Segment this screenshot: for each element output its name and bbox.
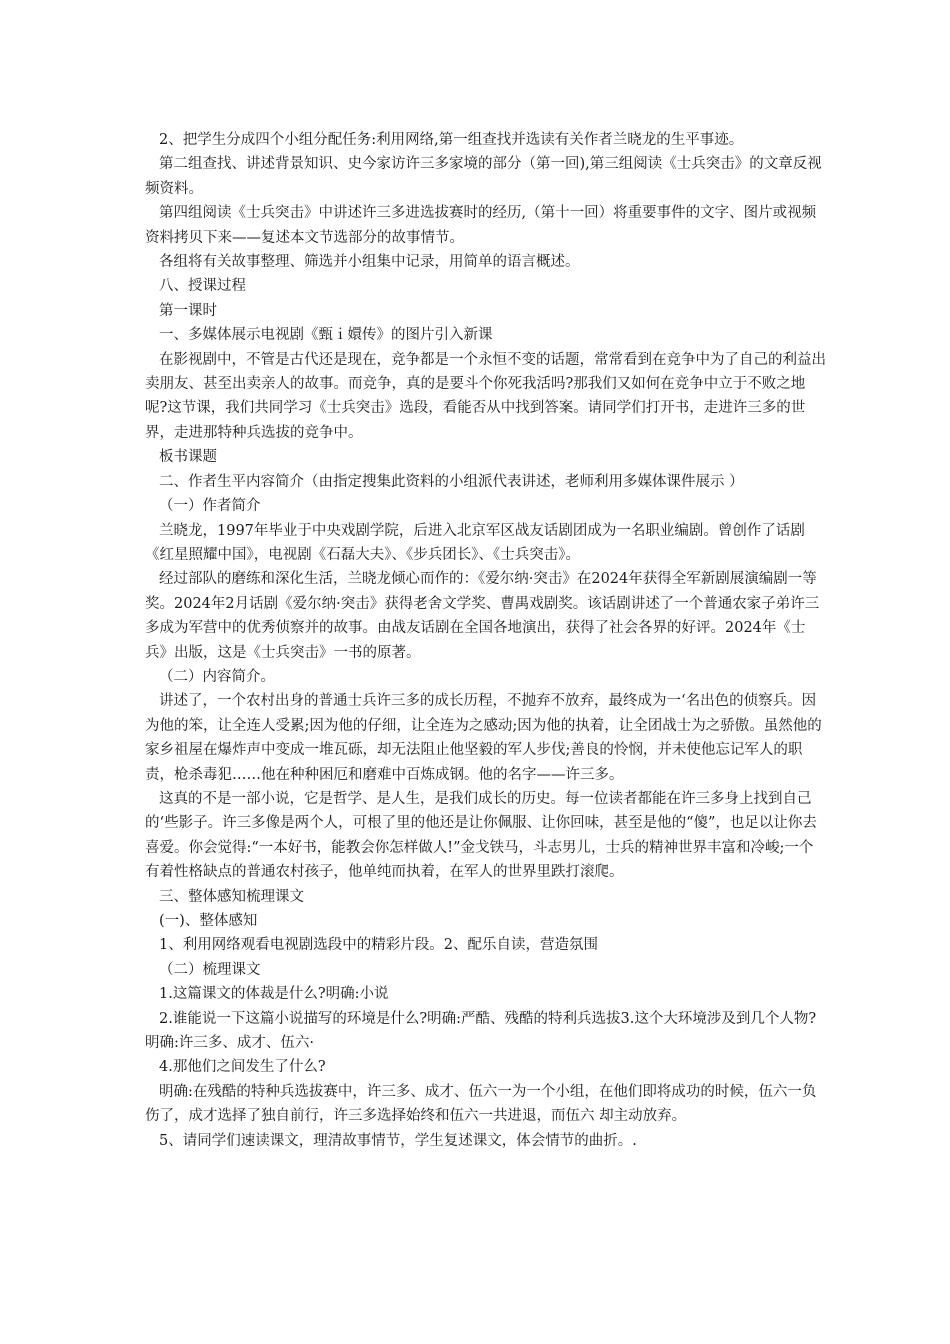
paragraph-activities: 1、利用网络观看电视剧选段中的精彩片段。2、配乐自读，营造氛围: [159, 937, 598, 954]
paragraph-group-two: 第二组查找、讲述背景知识、史今家访许三多家境的部分（第一回),第三组阅读《士兵突击》的文章反视频资料。: [145, 156, 822, 197]
paragraph-task-reading: 5、请同学们速读课文，理清故事情节，学生复述课文，体会情节的曲折。.: [159, 1132, 637, 1149]
paragraph-content: 讲述了，一个农村出身的普通士兵许三多的成长历程，不抛弃不放弃，最终成为一‘名出色的侦察兵。因为他的笨，让全连人受累;因为他的仔细，让全连为之感动;因为他的执着，让全团战士为之骄傲。虽然他的家乡祖屋在爆炸声中变成一堆瓦砾，却无法阻止他坚毅的军人步伐;善良的怜悯，并未使他忘记军人的职责，枪杀毒犯……他在种种困厄和磨难中百炼成钢。他的名字——许三多。: [145, 693, 822, 783]
subheading-content-intro: （二）内容简介。: [159, 668, 275, 685]
section-heading-author-bio: 二、作者生平内容简介（由指定搜集此资料的小组派代表讲述，老师利用多媒体课件展示 ）: [159, 473, 744, 490]
paragraph-competition: 在影视剧中，不管是古代还是现在，竞争都是一个永恒不变的话题，常常看到在竞争中为了自己的利益出卖朋友、甚至出卖亲人的故事。而竞争，真的是要斗个你死我活吗?那我们又如何在竞争中立于不败之地呢?这节课，我们共同学习《士兵突击》选段，看能否从中找到答案。请同学们打开书，走进许三多的世界，走进那特种兵选拔的竞争中。: [145, 351, 826, 441]
section-heading-first-lesson: 第一课时: [159, 302, 217, 319]
paragraph-question-environment: 2.谁能说一下这篇小说描写的环境是什么?明确:严酷、残酷的特利兵选拔3.这个大环境涉及到几个人物?明确:许三多、成才、伍六·: [145, 1010, 817, 1052]
document-page: [145, 128, 827, 1153]
paragraph-group-summary: 各组将有关故事整理、筛选并小组集中记录，用简单的语言概述。: [159, 254, 580, 271]
paragraph-question-genre: 1.这篇课文的体裁是什么?明确:小说: [159, 986, 389, 1003]
subheading-sort-text: （二）梳理课文: [159, 961, 261, 978]
paragraph-task-assignment: 2、把学生分成四个小组分配任务:利用网络,第一组查找并选读有关作者兰晓龙的生平事迹。: [159, 132, 744, 148]
paragraph-reflection: 这真的不是一部小说，它是哲学、是人生，是我们成长的历史。每一位读者都能在许三多身上找到自己的‘些影子。许三多像是两个人，可根了里的他还是让你佩服、让你回味，甚至是他的“傻”，也足以让你去喜爱。你会觉得:“一本好书，能教会你怎样做人!”金戈铁马，斗志男儿，士兵的精神世界丰富和冷峻;一个有着性格缺点的普通农村孩子，他单纯而执着，在军人的世界里跌打滚爬。: [145, 790, 817, 881]
section-heading-overall: 三、整体感知梳理课文: [159, 888, 304, 905]
section-heading-intro: 一、多媒体展示电视剧《甄ｉ嬛传》的图片引入新课: [159, 327, 493, 344]
paragraph-group-four: 第四组阅读《士兵突击》中讲述许三多进选拔赛时的经历,（第十一回）将重要事件的文字、图片或视频资料拷贝下来——复述本文节选部分的故事情节。: [145, 205, 817, 246]
subheading-author-intro: （一）作者简介: [159, 498, 261, 515]
paragraph-awards: 经过部队的磨练和深化生活，兰晓龙倾心而作的：《爱尔纳·突击》在2024年获得全军新剧展演编剧一等奖。2024年2月话剧《爱尔纳·突击》获得老舍文学奖、曹禺戏剧奖。该话剧讲述了一个普通农家子弟许三多成为军营中的优秀侦察并的故事。由战友话剧在全国各地演出，获得了社会各界的好评。2024年《士兵》出版，这是《士兵突击》一书的原著。: [145, 571, 820, 661]
section-heading-teaching-process: 八、授课过程: [159, 278, 246, 295]
paragraph-question-events: 4.那他们之间发生了什么?: [159, 1059, 326, 1076]
paragraph-answer-events: 明确:在残酷的特种兵选拔赛中，许三多、成才、伍六一为一个小组，在他们即将成功的时候，伍六一负伤了，成才选择了独自前行，许三多选择始终和伍六一共进退，而伍六 却主动放弃。: [145, 1083, 817, 1125]
paragraph-author: 兰晓龙，1997年毕业于中央戏剧学院，后进入北京军区战友话剧团成为一名职业编剧。曾创作了话剧《红星照耀中国》，电视剧《石磊大夫》、《步兵团长》、《士兵突击》。: [145, 522, 805, 563]
subheading-overall-perception: (一)、整体感知: [159, 913, 258, 929]
paragraph-board-title: 板书课题: [159, 449, 217, 466]
